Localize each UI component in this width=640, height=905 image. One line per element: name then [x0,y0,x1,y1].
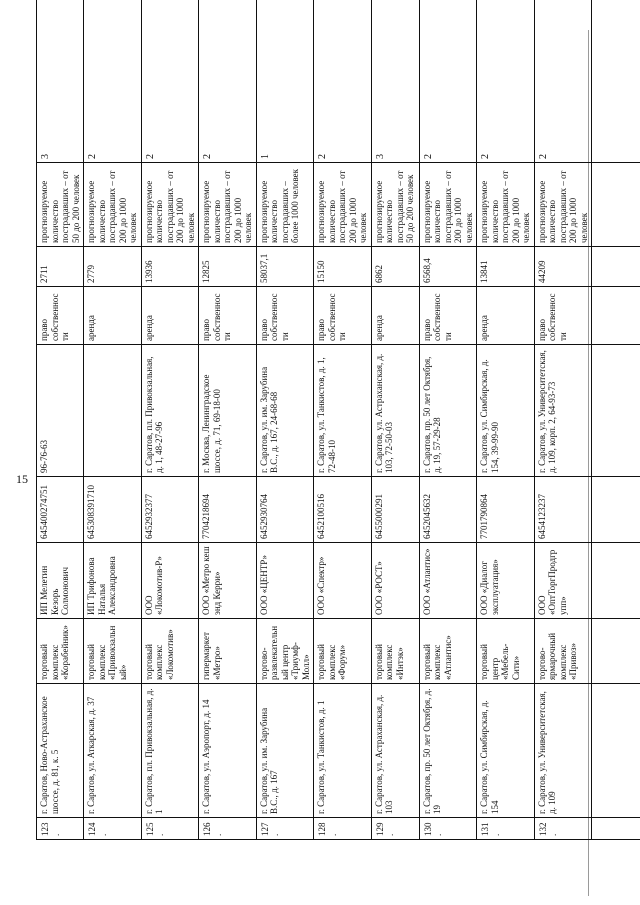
table-row [314,0,372,840]
cell-inn: 6452100516 [314,477,372,543]
table-row [199,0,257,840]
cell-area: 13841 [477,247,535,287]
cell-inn: 645400274751 [37,477,84,543]
cell-number: 132. [534,818,592,840]
cell-area: 6568,4 [419,247,477,287]
cell-contacts: г. Саратов, ул. им. Зарубина В.С., д. 167, 24-68-68 [256,345,314,477]
table-row [534,0,592,840]
cell-contacts: 96-76-63 [37,345,84,477]
cell-number: 130. [419,818,477,840]
cell-area: 15150 [314,247,372,287]
cell-inn: 6452930764 [256,477,314,543]
rotated-page [36,0,588,870]
table-row [371,0,419,840]
cell-forecast: прогнозируемое количество пострадавших – от 200 до 1000 человек [199,163,257,247]
table-row [419,0,477,840]
cell-forecast: прогнозируемое количество пострадавших – от 200 до 1000 человек [534,163,592,247]
cell-owner: ООО «Атлантис» [419,543,477,619]
cell-right: право собственности [256,287,314,345]
cell-object: торговый комплекс «Форум» [314,619,372,684]
cell-address: г. Саратов, ул. Астраханская, д. 103 [371,684,419,818]
cell-inn: 6454123237 [534,477,592,543]
cell-area: 2779 [84,247,142,287]
cell-category: 2 [534,0,592,163]
cell-inn: 6452932377 [141,477,199,543]
cell-right: право собственности [314,287,372,345]
objects-table [36,0,640,840]
cell-object: торгово-ярмарочный комплекс «Привоз» [534,619,592,684]
cell-area: 13936 [141,247,199,287]
cell-address: г. Саратов, пл. Привокзальная, д. 1 [141,684,199,818]
table-row [141,0,199,840]
cell-object: торговый комплекс «Интэк» [371,619,419,684]
cell-category: 2 [84,0,142,163]
cell-number: 128. [314,818,372,840]
cell-inn: 645308391710 [84,477,142,543]
cell-category: 3 [371,0,419,163]
cell-object: торговый комплекс «Атлантис» [419,619,477,684]
cell-inn: 7704218694 [199,477,257,543]
cell-address: г. Саратов, ул. Аткарская, д. 37 [84,684,142,818]
cell-object: торговый комплекс «Локомотив» [141,619,199,684]
cell-object: торговый комплекс «Привокзальный» [84,619,142,684]
cell-area: 44209 [534,247,592,287]
cell-inn: 6455000291 [371,477,419,543]
cell-owner: ООО «Локомотив-Р» [141,543,199,619]
cell-category: 2 [199,0,257,163]
cell-contacts: г. Саратов, пр. 50 лет Октября, д. 19, 57-29-28 [419,345,477,477]
table-row [477,0,535,840]
cell-owner: ООО «ЦЕНТР» [256,543,314,619]
cell-contacts: г. Саратов, ул. Симбирская, д. 154, 39-99-90 [477,345,535,477]
cell-inn: 6452045632 [419,477,477,543]
cell-area: 2711 [37,247,84,287]
table-row [84,0,142,840]
cell-address: г. Саратов, ул. Университетская, д. 109 [534,684,592,818]
cell-right: право собственности [419,287,477,345]
table-row [37,0,84,840]
cell-address: г. Саратов, ул. Аэропорт, д. 14 [199,684,257,818]
cell-address: г. Саратов, ул. им. Зарубина В.С., д. 167 [256,684,314,818]
cell-object: торговый комплекс «Корабейник» [37,619,84,684]
cell-forecast: прогнозируемое количество пострадавших – от 50 до 200 человек [371,163,419,247]
cell-number: 127. [256,818,314,840]
cell-category: 2 [141,0,199,163]
table-row-empty [592,0,640,840]
cell-forecast: прогнозируемое количество пострадавших – от 200 до 1000 человек [141,163,199,247]
cell-owner: ООО «ОптТоргПродгрупп» [534,543,592,619]
cell-owner: ИП Трифонова Наталья Александровна [84,543,142,619]
page-number: 15 [16,472,28,486]
cell-forecast: прогнозируемое количество пострадавших – от 50 до 200 человек [37,163,84,247]
cell-category: 2 [477,0,535,163]
cell-area: 12825 [199,247,257,287]
cell-contacts [84,345,142,477]
cell-right: аренда [84,287,142,345]
cell-address: г. Саратов, ул. Симбирская, д. 154 [477,684,535,818]
cell-contacts: г. Саратов, ул. Астраханская, д. 103, 72-50-03 [371,345,419,477]
cell-object: гипермаркет «Метро» [199,619,257,684]
cell-number: 126. [199,818,257,840]
cell-contacts: г. Саратов, ул. Университетская, д. 109, корп. 2, 64-93-73 [534,345,592,477]
cell-right: аренда [141,287,199,345]
cell-contacts: г. Саратов, ул. Танкистов, д. 1, 72-48-10 [314,345,372,477]
cell-owner: ООО «Диалог эксплуатация» [477,543,535,619]
cell-category: 2 [314,0,372,163]
cell-category: 2 [419,0,477,163]
cell-number: 124. [84,818,142,840]
cell-forecast: прогнозируемое количество пострадавших – от 200 до 1000 человек [419,163,477,247]
cell-forecast: прогнозируемое количество пострадавших – более 1000 человек [256,163,314,247]
cell-area: 6862 [371,247,419,287]
cell-category: 1 [256,0,314,163]
cell-contacts: г. Саратов, пл. Привокзальная, д. 1, 48-27-96 [141,345,199,477]
cell-number: 123. [37,818,84,840]
cell-owner: ООО «Спектр» [314,543,372,619]
cell-area: 58037,1 [256,247,314,287]
cell-address: г. Саратов, пр. 50 лет Октября, д. 19 [419,684,477,818]
cell-right: право собственности [199,287,257,345]
cell-owner: ИП Мелетин Кезорь Солмонович [37,543,84,619]
cell-forecast: прогнозируемое количество пострадавших – от 200 до 1000 человек [477,163,535,247]
cell-right: право собственности [534,287,592,345]
cell-right: аренда [477,287,535,345]
cell-inn: 7701790864 [477,477,535,543]
cell-forecast: прогнозируемое количество пострадавших – от 200 до 1000 человек [314,163,372,247]
cell-category: 3 [37,0,84,163]
cell-number: 131. [477,818,535,840]
cell-object: торгово-развлекательный центр «Триумф-Молл» [256,619,314,684]
cell-forecast: прогнозируемое количество пострадавших – от 200 до 1000 человек [84,163,142,247]
cell-owner: ООО «Метро кеш энд Керри» [199,543,257,619]
cell-right: право собственности [37,287,84,345]
cell-contacts: г. Москва, Ленинградское шоссе, д. 71, 69-18-00 [199,345,257,477]
cell-number: 125. [141,818,199,840]
cell-address: г. Саратов, Ново-Астраханское шоссе, д. 81, к. 5 [37,684,84,818]
cell-number: 129. [371,818,419,840]
cell-owner: ООО «РОСТ» [371,543,419,619]
cell-right: аренда [371,287,419,345]
cell-object: торговый центр «Мебель-Сити» [477,619,535,684]
table-row [256,0,314,840]
cell-address: г. Саратов, ул. Танкистов, д. 1 [314,684,372,818]
